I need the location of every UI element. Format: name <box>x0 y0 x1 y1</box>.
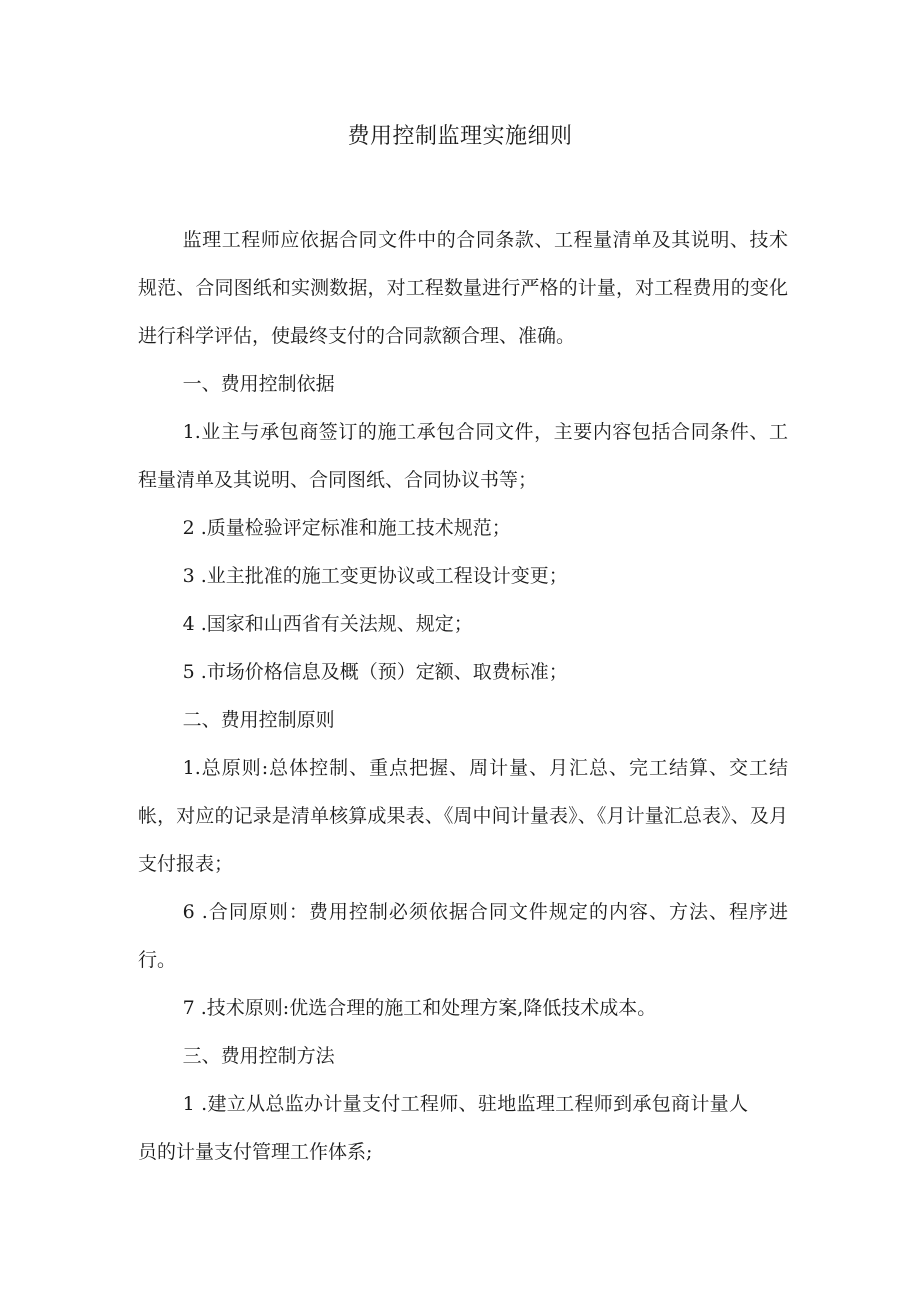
basis-item-4: 4 .国家和山西省有关法规、规定； <box>182 613 473 635</box>
document-body <box>138 216 788 1176</box>
section-heading-methods: 三、费用控制方法 <box>182 1045 335 1067</box>
basis-item-2: 2 .质量检验评定标准和施工技术规范； <box>182 517 511 539</box>
method-item-1: 1 .建立从总监办计量支付工程师、驻地监理工程师到承包商计量人员的计量支付管理工作体系; <box>138 1093 748 1163</box>
principle-item-7: 7 .技术原则:优选合理的施工和处理方案,降低技术成本。 <box>182 997 657 1019</box>
principle-item-6: 6 .合同原则：费用控制必须依据合同文件规定的内容、方法、程序进行。 <box>138 901 788 971</box>
section-heading-basis: 一、费用控制依据 <box>182 373 335 395</box>
principle-item-1: 1.总原则:总体控制、重点把握、周计量、月汇总、完工结算、交工结帐，对应的记录是清单核算成果表、《周中间计量表》、《月计量汇总表》、及月支付报表； <box>138 757 788 875</box>
basis-item-5: 5 .市场价格信息及概（预）定额、取费标准； <box>182 661 568 683</box>
document-title: 费用控制监理实施细则 <box>347 124 573 149</box>
basis-item-1: 1.业主与承包商签订的施工承包合同文件，主要内容包括合同条件、工程量清单及其说明、合同图纸、合同协议书等； <box>138 421 788 491</box>
intro-paragraph: 监理工程师应依据合同文件中的合同条款、工程量清单及其说明、技术规范、合同图纸和实测数据，对工程数量进行严格的计量，对工程费用的变化进行科学评估，使最终支付的合同款额合理、准确。 <box>138 229 788 347</box>
basis-item-3: 3 .业主批准的施工变更协议或工程设计变更； <box>182 565 568 587</box>
section-heading-principles: 二、费用控制原则 <box>182 709 335 731</box>
